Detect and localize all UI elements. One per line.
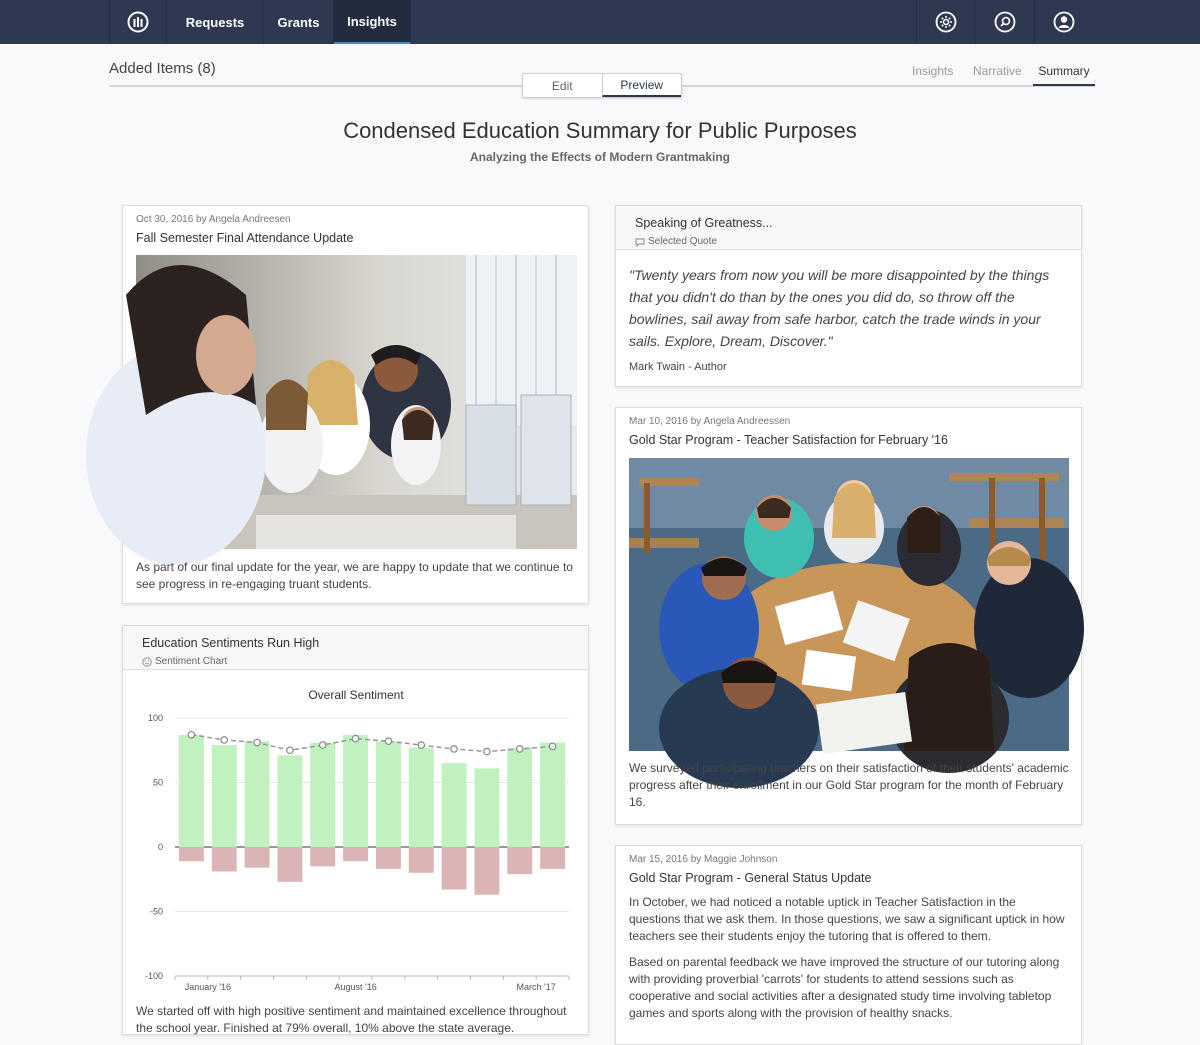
negative-sentiment-bar: [179, 847, 204, 861]
card-body-paragraph-2: Based on parental feedback we have improved the structure of our tutoring along with providing proverbial 'carrots' for students to attend sessions such as cooperative and social activities after a designated study time involving tabletop games and sports along with the provision of healthy snacks.: [629, 955, 1060, 1020]
overall-sentiment-point: [385, 738, 391, 744]
card-meta: Oct 30, 2016 by Angela Andreesen: [136, 214, 291, 225]
quote-author: Mark Twain - Author: [629, 361, 727, 373]
positive-sentiment-bar: [310, 743, 335, 847]
added-items-label: Added Items (8): [109, 60, 216, 77]
overall-sentiment-point: [352, 735, 358, 741]
sentiment-chart: [123, 706, 589, 996]
negative-sentiment-bar: [310, 847, 335, 866]
positive-sentiment-bar: [442, 763, 467, 847]
negative-sentiment-bar: [277, 847, 302, 882]
card-body-paragraph-1: In October, we had noticed a notable uptick in Teacher Satisfaction in the questions that we ask them. In those questions, we saw a significant uptick in how teachers see their students enjoy the tutoring that is offered to them.: [629, 895, 1065, 943]
overall-sentiment-point: [517, 746, 523, 752]
card-header-title: Speaking of Greatness...: [635, 216, 773, 230]
app-logo-icon[interactable]: [109, 0, 167, 44]
y-tick-label: 50: [152, 777, 163, 788]
page-title: Condensed Education Summary for Public Purposes: [343, 118, 857, 143]
negative-sentiment-bar: [442, 847, 467, 890]
card-meta: Mar 10, 2016 by Angela Andreessen: [629, 416, 791, 427]
y-tick-label: 0: [157, 842, 163, 852]
settings-icon[interactable]: [916, 0, 975, 44]
positive-sentiment-bar: [507, 748, 532, 847]
classroom-computers-photo: [136, 255, 577, 549]
chart-footer-text: We started off with high positive sentiment and maintained excellence throughout the school year. Finished at 79% overall, 10% above the state average.: [136, 1004, 567, 1035]
teacher-satisfaction-card[interactable]: [615, 407, 1082, 825]
quote-card[interactable]: [615, 205, 1082, 387]
top-nav-bar: [0, 0, 1200, 44]
quote-text: "Twenty years from now you will be more disappointed by the things that you didn't do than by the ones you did do, so throw off the bowlines, sail away from safe harbor, catch the trade winds in your sails. Explore, Dream, Discover.": [629, 267, 1050, 349]
edit-button[interactable]: Edit: [551, 78, 573, 93]
card-header: [123, 626, 588, 670]
positive-sentiment-bar: [409, 748, 434, 847]
top-nav-inner: [109, 0, 1095, 44]
x-tick-label: January '16: [184, 982, 231, 992]
overall-sentiment-point: [549, 743, 555, 749]
negative-sentiment-bar: [409, 847, 434, 873]
card-title: Fall Semester Final Attendance Update: [136, 231, 354, 245]
negative-sentiment-bar: [212, 847, 237, 872]
card-header-subtitle-text: Sentiment Chart: [155, 656, 228, 667]
positive-sentiment-bar: [474, 768, 499, 847]
card-meta: Mar 15, 2016 by Maggie Johnson: [629, 854, 778, 865]
smiley-icon: [142, 657, 152, 667]
status-update-card[interactable]: [615, 845, 1082, 1045]
overall-sentiment-point: [451, 746, 457, 752]
negative-sentiment-bar: [343, 847, 368, 861]
card-header-title: Education Sentiments Run High: [142, 636, 320, 650]
students-study-group-photo: [629, 458, 1069, 751]
user-profile-icon[interactable]: [1034, 0, 1093, 44]
tab-narrative[interactable]: Narrative: [973, 64, 1022, 78]
card-body-text: As part of our final update for the year, we are happy to update that we continue to see progress in re-engaging truant students.: [136, 560, 573, 591]
overall-sentiment-point: [320, 742, 326, 748]
card-header-subtitle: [635, 236, 717, 247]
positive-sentiment-bar: [343, 735, 368, 847]
tab-summary[interactable]: Summary: [1033, 64, 1095, 86]
y-tick-label: -50: [149, 906, 163, 917]
card-body-text: We surveyed participating teachers on their satisfaction of their students' academic progress after their enrollment in our Gold Star program for the month of February 16.: [629, 761, 1069, 809]
negative-sentiment-bar: [376, 847, 401, 869]
x-tick-label: March '17: [516, 982, 556, 992]
overall-sentiment-point: [287, 747, 293, 753]
overall-sentiment-point: [418, 742, 424, 748]
card-header: [616, 206, 1081, 250]
positive-sentiment-bar: [540, 743, 565, 847]
y-tick-label: 100: [147, 713, 163, 723]
preview-button[interactable]: Preview: [602, 74, 682, 97]
negative-sentiment-bar: [507, 847, 532, 874]
edit-preview-toggle: [522, 73, 682, 98]
overall-sentiment-point: [188, 732, 194, 738]
card-title: Gold Star Program - Teacher Satisfaction for February '16: [629, 433, 948, 447]
nav-tab-requests[interactable]: Requests: [167, 0, 264, 44]
negative-sentiment-bar: [540, 847, 565, 869]
card-title: Gold Star Program - General Status Update: [629, 871, 872, 885]
positive-sentiment-bar: [376, 741, 401, 847]
overall-sentiment-point: [254, 739, 260, 745]
speech-bubble-icon: [635, 237, 645, 247]
positive-sentiment-bar: [179, 735, 204, 847]
sentiment-chart-card[interactable]: [122, 625, 589, 1035]
x-tick-label: August '16: [334, 982, 377, 992]
negative-sentiment-bar: [245, 847, 270, 868]
nav-tab-grants[interactable]: Grants: [264, 0, 334, 44]
nav-tab-insights[interactable]: Insights: [334, 0, 411, 44]
card-header-subtitle: [142, 656, 227, 667]
search-icon[interactable]: [975, 0, 1034, 44]
negative-sentiment-bar: [474, 847, 499, 895]
tab-insights[interactable]: Insights: [912, 64, 954, 78]
positive-sentiment-bar: [245, 741, 270, 847]
page-subtitle: Analyzing the Effects of Modern Grantmaking: [469, 150, 731, 164]
card-header-subtitle-text: Selected Quote: [648, 236, 717, 247]
positive-sentiment-bar: [212, 745, 237, 847]
attendance-update-card[interactable]: [122, 205, 589, 604]
overall-sentiment-point: [484, 748, 490, 754]
overall-sentiment-point: [221, 737, 227, 743]
chart-title: Overall Sentiment: [308, 688, 404, 702]
y-tick-label: -100: [144, 971, 163, 981]
positive-sentiment-bar: [277, 755, 302, 847]
